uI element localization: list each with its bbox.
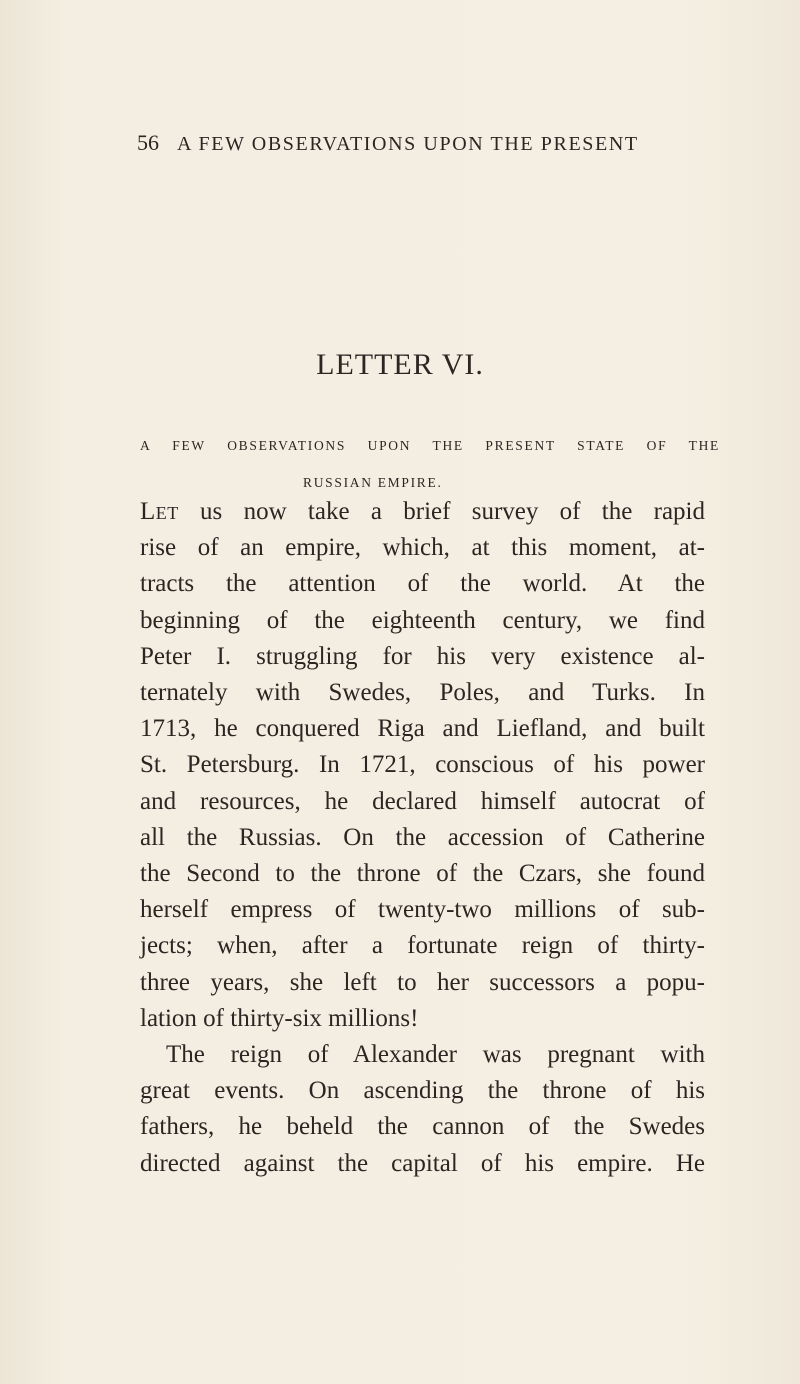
text-line: beginning of the eighteenth century, we find <box>140 606 705 634</box>
text-line: all the Russias. On the accession of Catherine <box>140 823 705 851</box>
text-line: Peter I. struggling for his very existence al- <box>140 642 705 670</box>
text-line: 1713, he conquered Riga and Liefland, and built <box>140 715 705 743</box>
text-line: and resources, he declared himself autocrat of <box>140 787 705 815</box>
body-text <box>140 494 705 1182</box>
text-line: directed against the capital of his empire. He <box>140 1149 705 1177</box>
letter-title: LETTER VI. <box>316 348 484 381</box>
text-line: lation of thirty-six millions! <box>140 1004 419 1032</box>
running-head-title: A FEW OBSERVATIONS UPON THE PRESENT <box>177 133 639 155</box>
text-line: three years, she left to her successors a popu- <box>140 968 705 996</box>
subtitle-line-1: A FEW OBSERVATIONS UPON THE PRESENT STATE OF THE <box>140 438 720 453</box>
subtitle-line-2: RUSSIAN EMPIRE. <box>303 475 443 490</box>
text-line: great events. On ascending the throne of his <box>140 1077 705 1105</box>
text-line: St. Petersburg. In 1721, conscious of his power <box>140 751 705 779</box>
page-number: 56 <box>137 130 159 155</box>
text-line: ternately with Swedes, Poles, and Turks. In <box>140 679 705 707</box>
text-line: the Second to the throne of the Czars, she found <box>140 860 705 888</box>
letter-subtitle <box>140 427 720 501</box>
text-line: herself empress of twenty-two millions of sub- <box>140 896 705 924</box>
running-head <box>137 130 697 156</box>
text-line: tracts the attention of the world. At the <box>140 570 705 598</box>
text-line: Let us now take a brief survey of the rapid <box>140 498 705 525</box>
text-line: fathers, he beheld the cannon of the Swedes <box>140 1113 705 1141</box>
drop-word: Let <box>140 498 179 525</box>
text-line: jects; when, after a fortunate reign of thirty- <box>140 932 705 960</box>
text-line: rise of an empire, which, at this moment, at- <box>140 534 705 562</box>
text-line: The reign of Alexander was pregnant with <box>166 1041 705 1069</box>
